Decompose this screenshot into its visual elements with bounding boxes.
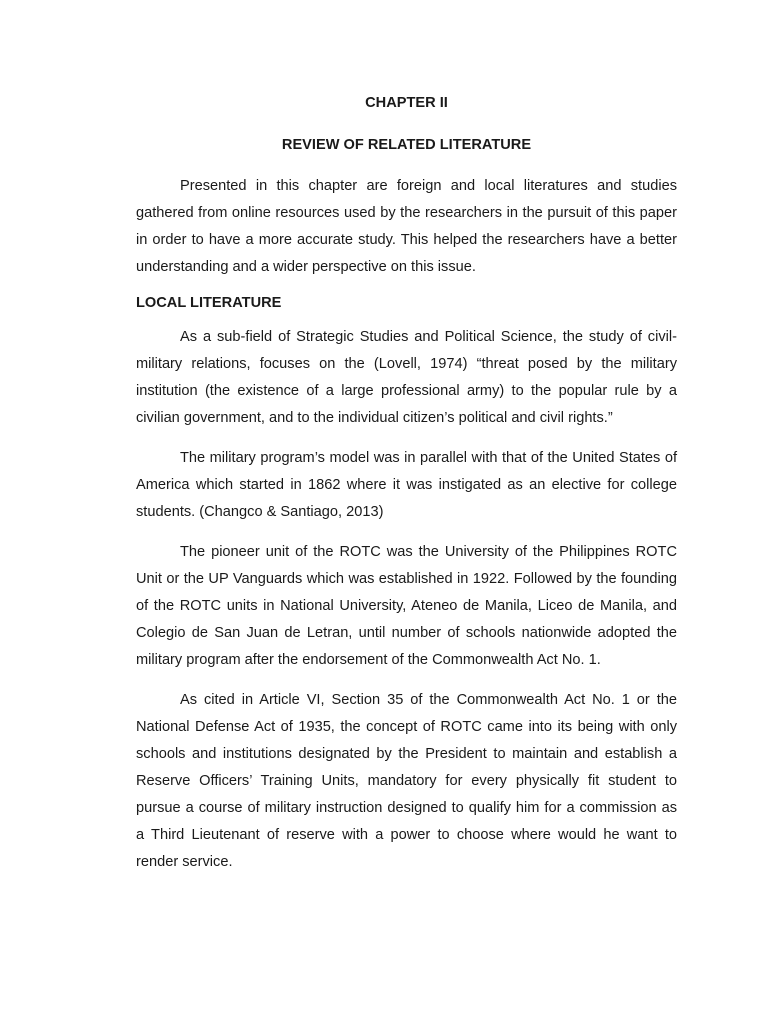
body-paragraph: The military program’s model was in parallel with that of the United States of America which started in 1862 where it was instigated as an elective for college students. (Changco & Santiago, 2013) [136,450,677,520]
body-paragraph: The pioneer unit of the ROTC was the University of the Philippines ROTC Unit or the UP Vanguards which was established in 1922. Followed by the founding of the ROTC units in National University, Ateneo de Manila, Liceo de Manila, and Colegio de San Juan de Letran, until number of schools nationwide adopted the military program after the endorsement of the Commonwealth Act No. 1. [136,544,677,668]
chapter-title: REVIEW OF RELATED LITERATURE [281,137,532,153]
body-paragraph: As cited in Article VI, Section 35 of the Commonwealth Act No. 1 or the National Defense Act of 1935, the concept of ROTC came into its being with only schools and institutions designated by the President to maintain and establish a Reserve Officers’ Training Units, mandatory for every physically fit student to pursue a course of military instruction designed to qualify him for a commission as a Third Lieutenant of reserve with a power to choose where would he want to render service. [136,692,677,870]
intro-paragraph: Presented in this chapter are foreign and local literatures and studies gathered from online resources used by the researchers in the pursuit of this paper in order to have a more accurate study. This helped the researchers have a better understanding and a wider perspective on this issue. [136,178,677,275]
chapter-label: CHAPTER II [365,95,448,111]
section-heading: LOCAL LITERATURE [136,295,282,311]
body-paragraph: As a sub-field of Strategic Studies and Political Science, the study of civil-military relations, focuses on the (Lovell, 1974) “threat posed by the military institution (the existence of a large professional army) to the popular rule by a civilian government, and to the individual citizen’s political and civil rights.” [136,329,677,426]
